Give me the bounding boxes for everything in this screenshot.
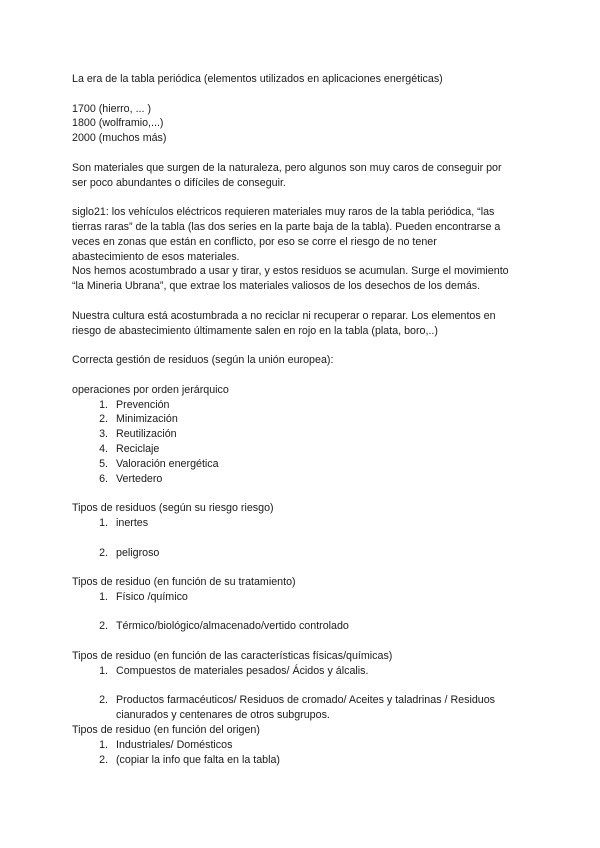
riesgo-heading: Tipos de residuos (según su riesgo riesgo) <box>72 502 274 515</box>
caracteristicas-heading: Tipos de residuo (en función de las características físicas/químicas) <box>72 650 393 663</box>
timeline <box>72 102 532 146</box>
paragraph-line: Son materiales que surgen de la naturaleza, pero algunos son muy caros de conseguir por <box>72 161 502 174</box>
paragraph-line: abastecimiento de esos materiales. <box>72 250 240 263</box>
list-item-line: cianurados y centenares de otros subgrupos. <box>116 709 330 722</box>
list-item: 1. Compuestos de materiales pesados/ Ácidos y álcalis. <box>99 664 369 677</box>
gestion-heading: Correcta gestión de residuos (según la unión europea): <box>72 354 334 367</box>
paragraph-line: “la Mineria Ubrana”, que extrae los materiales valiosos de los desechos de los demás. <box>72 280 481 293</box>
paragraph-line: tierras raras” de la tabla (las dos series en la parte baja de la tabla). Pueden encontrarse a <box>72 220 501 233</box>
tratamiento-heading: Tipos de residuo (en función de su tratamiento) <box>72 576 296 589</box>
timeline-line: 1700 (hierro, ... ) <box>72 102 152 115</box>
list-item: 1. Prevención <box>99 398 170 411</box>
paragraph-cultura <box>72 309 532 339</box>
list-item: 1. Físico /químico <box>99 590 188 603</box>
list-item: 2. peligroso <box>99 546 160 559</box>
list-item: 3. Reutilización <box>99 428 177 441</box>
origen-list <box>72 738 532 768</box>
list-item-line: Productos farmacéuticos/ Residuos de cromado/ Aceites y taladrinas / Residuos <box>116 694 495 707</box>
paragraph-line: siglo21: los vehículos eléctricos requieren materiales muy raros de la tabla periódica, “las <box>72 206 495 219</box>
list-item: 2. Minimización <box>99 413 178 426</box>
paragraph-line: riesgo de abastecimiento últimamente salen en rojo en la tabla (plata, boro,..) <box>72 324 438 337</box>
document-title: La era de la tabla periódica (elementos utilizados en aplicaciones energéticas) <box>72 73 443 85</box>
list-item: 2. Productos farmacéuticos/ Residuos de cromado/ Aceites y taladrinas / Residuos cianurados y centenares de otros subgrupos. <box>99 694 495 722</box>
paragraph-materiales <box>72 161 532 191</box>
list-item: 5. Valoración energética <box>99 457 219 470</box>
paragraph-line: Nuestra cultura está acostumbrada a no reciclar ni recuperar o reparar. Los elementos en <box>72 309 496 322</box>
operaciones-heading: operaciones por orden jerárquico <box>72 383 229 396</box>
riesgo-list <box>72 516 532 560</box>
paragraph-line: Nos hemos acostumbrado a usar y tirar, y estos residuos se acumulan. Surge el movimiento <box>72 265 509 278</box>
list-item: 1. inertes <box>99 516 149 529</box>
list-item: 1. Industriales/ Domésticos <box>99 738 233 751</box>
paragraph-line: veces en zonas que están en conflicto, por eso se corre el riesgo de no tener <box>72 235 437 248</box>
tratamiento-list <box>72 590 532 634</box>
document-page <box>72 72 532 767</box>
paragraph-line: ser poco abundantes o difíciles de conseguir. <box>72 176 286 189</box>
timeline-line: 1800 (wolframio,...) <box>72 117 164 130</box>
origen-heading: Tipos de residuo (en función del origen) <box>72 724 260 737</box>
list-item: 2. (copiar la info que falta en la tabla) <box>99 753 280 766</box>
timeline-line: 2000 (muchos más) <box>72 132 167 145</box>
list-item: 2. Térmico/biológico/almacenado/vertido controlado <box>99 620 349 633</box>
operaciones-list <box>72 398 532 487</box>
list-item: 6. Vertedero <box>99 472 163 485</box>
list-item: 4. Reciclaje <box>99 442 160 455</box>
caracteristicas-list <box>72 664 532 723</box>
paragraph-siglo21 <box>72 205 532 294</box>
